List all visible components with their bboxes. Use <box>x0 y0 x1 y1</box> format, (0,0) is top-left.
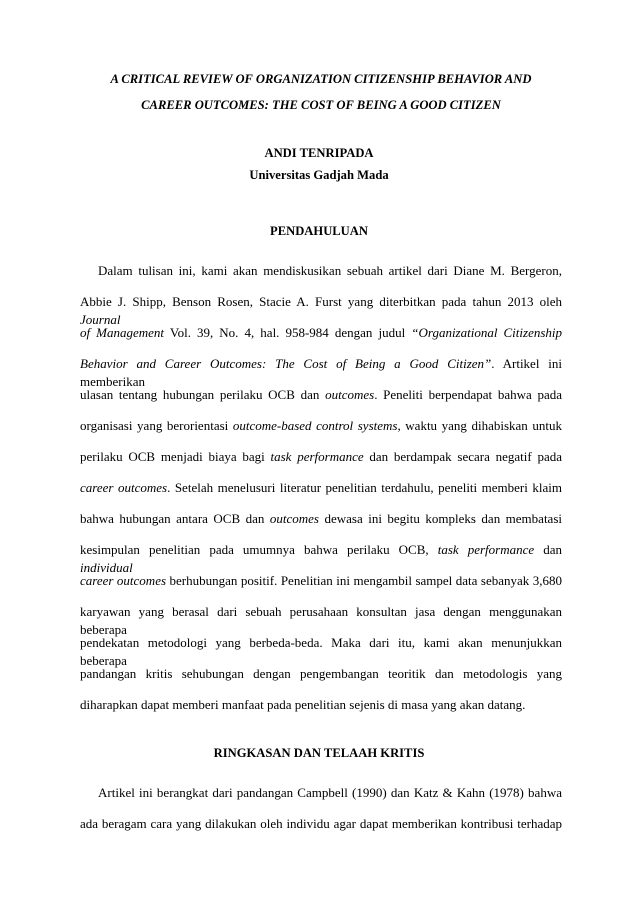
title-line-2: CAREER OUTCOMES: THE COST OF BEING A GOOD CITIZEN <box>141 98 501 112</box>
paragraph-line: bahwa hubungan antara OCB dan outcomes dewasa ini begitu kompleks dan membatasi <box>80 511 562 526</box>
paragraph-line: Behavior and Career Outcomes: The Cost of Being a Good Citizen”. Artikel ini memberikan <box>80 356 562 389</box>
paragraph-line: career outcomes berhubungan positif. Penelitian ini mengambil sampel data sebanyak 3,680 <box>80 573 562 588</box>
paragraph-line: ulasan tentang hubungan perilaku OCB dan outcomes. Peneliti berpendapat bahwa pada <box>80 387 562 402</box>
title-line-1: A CRITICAL REVIEW OF ORGANIZATION CITIZENSHIP BEHAVIOR AND <box>110 72 532 86</box>
paragraph-line: career outcomes. Setelah menelusuri literatur penelitian terdahulu, peneliti memberi klaim <box>80 480 562 495</box>
author-name: ANDI TENRIPADA <box>264 146 374 160</box>
paragraph-line: Abbie J. Shipp, Benson Rosen, Stacie A. Furst yang diterbitkan pada tahun 2013 oleh Journal <box>80 294 562 327</box>
paper-title <box>80 66 562 118</box>
paragraph-line: kesimpulan penelitian pada umumnya bahwa perilaku OCB, task performance dan individual <box>80 542 562 575</box>
paragraph-line: Artikel ini berangkat dari pandangan Campbell (1990) dan Katz & Kahn (1978) bahwa <box>98 785 562 800</box>
paragraph-line: pandangan kritis sehubungan dengan pengembangan teoritik dan metodologis yang <box>80 666 562 681</box>
paragraph-line: organisasi yang berorientasi outcome-based control systems, waktu yang dihabiskan untuk <box>80 418 562 433</box>
paragraph-line: perilaku OCB menjadi biaya bagi task performance dan berdampak secara negatif pada <box>80 449 563 464</box>
paragraph-line-last: diharapkan dapat memberi manfaat pada penelitian sejenis di masa yang akan datang. <box>80 697 526 712</box>
author-affiliation: Universitas Gadjah Mada <box>249 168 389 182</box>
paragraph-line: of Management Vol. 39, No. 4, hal. 958-984 dengan judul “Organizational Citizenship <box>80 325 563 340</box>
section-heading-ringkasan: RINGKASAN DAN TELAAH KRITIS <box>213 746 425 760</box>
paragraph-line: karyawan yang berasal dari sebuah perusahaan konsultan jasa dengan menggunakan beberapa <box>80 604 562 637</box>
paragraph-line: ada beragam cara yang dilakukan oleh individu agar dapat memberikan kontribusi terhadap <box>80 816 562 831</box>
paragraph-line: Dalam tulisan ini, kami akan mendiskusikan sebuah artikel dari Diane M. Bergeron, <box>98 263 562 278</box>
paragraph-line: pendekatan metodologi yang berbeda-beda. Maka dari itu, kami akan menunjukkan beberapa <box>80 635 562 668</box>
section-heading-pendahuluan: PENDAHULUAN <box>270 224 368 238</box>
